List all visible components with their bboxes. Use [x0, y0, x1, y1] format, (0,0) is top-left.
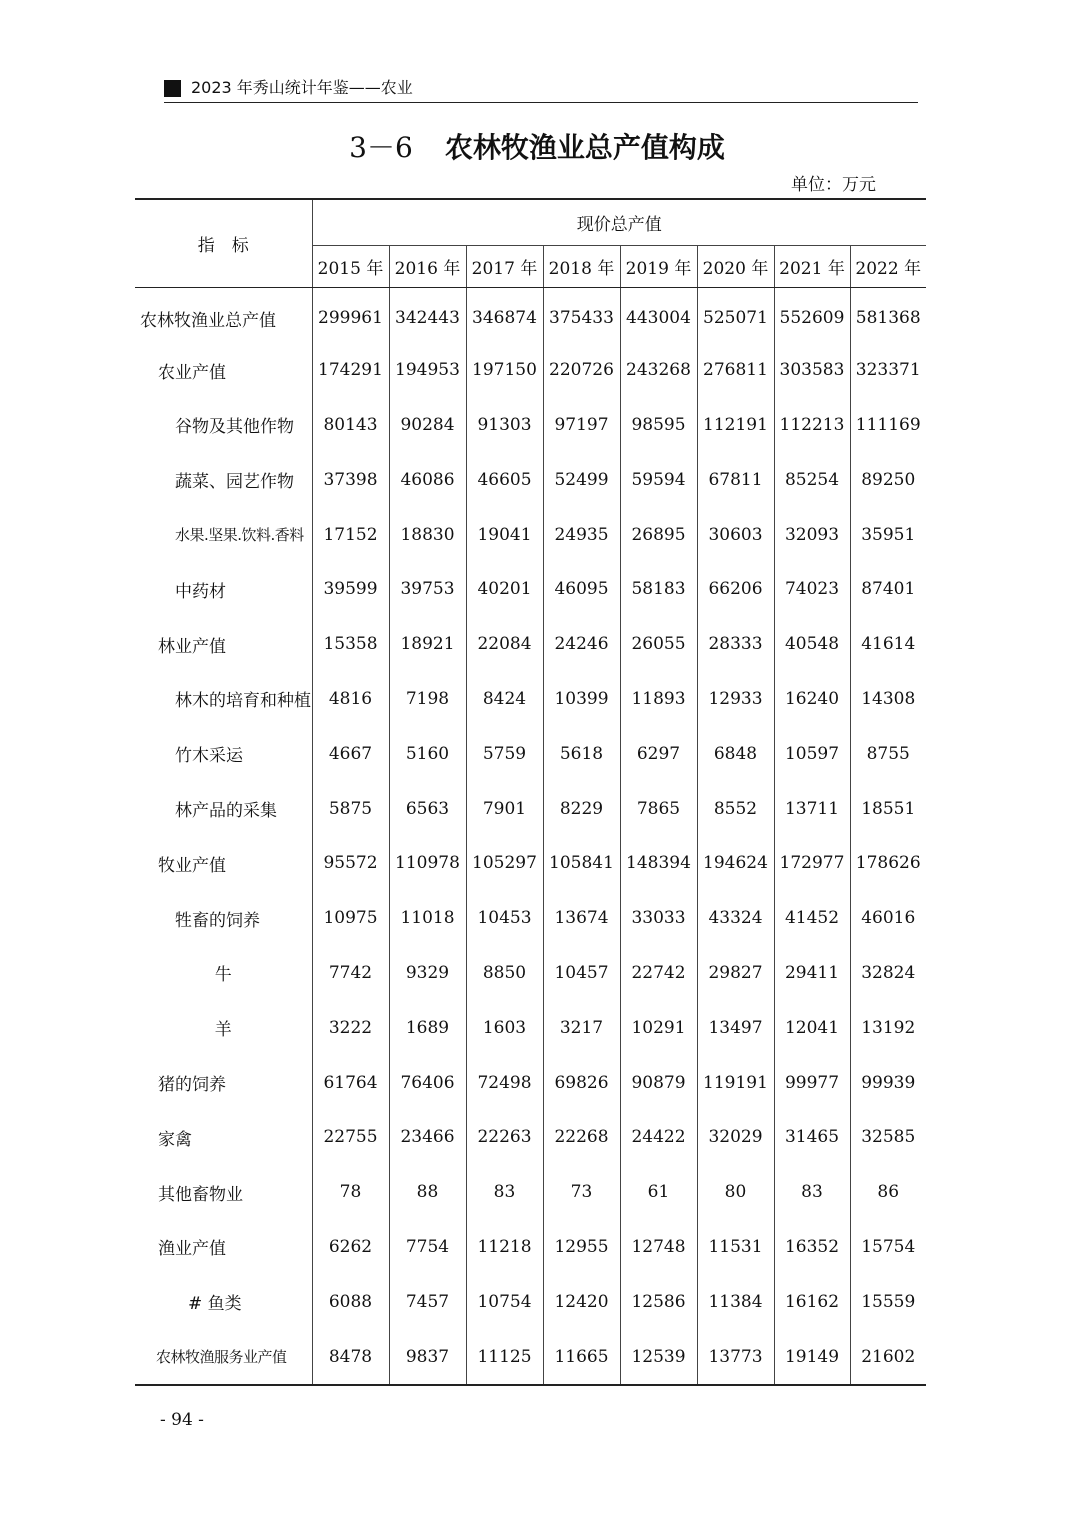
value-cell: 66206 [697, 562, 774, 617]
value-cell: 24935 [543, 507, 620, 562]
value-cell: 72498 [466, 1055, 543, 1110]
row-label: 林木的培育和种植 [175, 691, 311, 712]
row-label: 谷物及其他作物 [175, 417, 294, 438]
value-cell: 58183 [620, 562, 697, 617]
value-cell: 105297 [466, 836, 543, 891]
value-cell: 83 [466, 1165, 543, 1220]
year-header: 2016 年 [389, 246, 466, 288]
value-cell: 174291 [312, 343, 389, 398]
value-cell: 80143 [312, 398, 389, 453]
table-row [135, 946, 926, 1001]
value-cell: 87401 [850, 562, 926, 617]
value-cell: 4667 [312, 726, 389, 781]
value-cell: 12539 [620, 1329, 697, 1385]
value-cell: 148394 [620, 836, 697, 891]
value-cell: 11384 [697, 1274, 774, 1329]
value-cell: 525071 [697, 288, 774, 343]
value-cell: 22084 [466, 617, 543, 672]
value-cell: 323371 [850, 343, 926, 398]
value-cell: 32093 [774, 507, 850, 562]
table-row [135, 288, 926, 343]
table-row [135, 1274, 926, 1329]
table-row [135, 672, 926, 727]
row-label: 农业产值 [158, 362, 226, 383]
value-cell: 73 [543, 1165, 620, 1220]
row-label: 猪的饲养 [158, 1075, 226, 1096]
value-cell: 22263 [466, 1110, 543, 1165]
value-cell: 10457 [543, 946, 620, 1001]
value-cell: 552609 [774, 288, 850, 343]
value-cell: 23466 [389, 1110, 466, 1165]
year-header: 2018 年 [543, 246, 620, 288]
value-cell: 112191 [697, 398, 774, 453]
table-row [135, 1165, 926, 1220]
value-cell: 32029 [697, 1110, 774, 1165]
value-cell: 31465 [774, 1110, 850, 1165]
table-row [135, 398, 926, 453]
value-cell: 21602 [850, 1329, 926, 1385]
value-cell: 8424 [466, 672, 543, 727]
table-row [135, 452, 926, 507]
value-cell: 88 [389, 1165, 466, 1220]
table-row [135, 726, 926, 781]
value-cell: 16162 [774, 1274, 850, 1329]
value-cell: 85254 [774, 452, 850, 507]
table-row [135, 507, 926, 562]
header-square-icon [164, 80, 181, 97]
value-cell: 46605 [466, 452, 543, 507]
value-cell: 8850 [466, 946, 543, 1001]
value-cell: 22268 [543, 1110, 620, 1165]
value-cell: 32824 [850, 946, 926, 1001]
value-cell: 91303 [466, 398, 543, 453]
value-cell: 1603 [466, 1000, 543, 1055]
value-cell: 346874 [466, 288, 543, 343]
table-row [135, 891, 926, 946]
value-cell: 8755 [850, 726, 926, 781]
value-cell: 78 [312, 1165, 389, 1220]
value-cell: 24422 [620, 1110, 697, 1165]
value-cell: 15358 [312, 617, 389, 672]
value-cell: 581368 [850, 288, 926, 343]
row-label: 牧业产值 [158, 855, 226, 876]
table-row [135, 562, 926, 617]
value-cell: 11893 [620, 672, 697, 727]
year-header: 2015 年 [312, 246, 389, 288]
value-cell: 194624 [697, 836, 774, 891]
value-cell: 32585 [850, 1110, 926, 1165]
value-cell: 22755 [312, 1110, 389, 1165]
indicator-header: 指 标 [135, 199, 312, 288]
value-cell: 178626 [850, 836, 926, 891]
row-label: 家禽 [158, 1129, 192, 1150]
value-cell: 3217 [543, 1000, 620, 1055]
value-cell: 19149 [774, 1329, 850, 1385]
value-cell: 10399 [543, 672, 620, 727]
value-cell: 59594 [620, 452, 697, 507]
value-cell: 26895 [620, 507, 697, 562]
value-cell: 90284 [389, 398, 466, 453]
value-cell: 97197 [543, 398, 620, 453]
value-cell: 9329 [389, 946, 466, 1001]
value-cell: 7198 [389, 672, 466, 727]
table-row [135, 1220, 926, 1275]
value-cell: 61764 [312, 1055, 389, 1110]
value-cell: 342443 [389, 288, 466, 343]
value-cell: 24246 [543, 617, 620, 672]
value-cell: 7901 [466, 781, 543, 836]
value-cell: 80 [697, 1165, 774, 1220]
value-cell: 26055 [620, 617, 697, 672]
value-cell: 119191 [697, 1055, 774, 1110]
table-row [135, 1329, 926, 1385]
value-cell: 18551 [850, 781, 926, 836]
year-header: 2017 年 [466, 246, 543, 288]
row-label: 农林牧渔业总产值 [140, 310, 276, 331]
row-label: 林产品的采集 [175, 801, 277, 822]
value-cell: 29827 [697, 946, 774, 1001]
value-cell: 12420 [543, 1274, 620, 1329]
value-cell: 3222 [312, 1000, 389, 1055]
value-cell: 13192 [850, 1000, 926, 1055]
value-cell: 10453 [466, 891, 543, 946]
value-cell: 39753 [389, 562, 466, 617]
value-cell: 5618 [543, 726, 620, 781]
table-row [135, 836, 926, 891]
value-cell: 172977 [774, 836, 850, 891]
value-cell: 30603 [697, 507, 774, 562]
value-cell: 276811 [697, 343, 774, 398]
value-cell: 299961 [312, 288, 389, 343]
value-cell: 69826 [543, 1055, 620, 1110]
table-row [135, 343, 926, 398]
value-cell: 12041 [774, 1000, 850, 1055]
value-cell: 10597 [774, 726, 850, 781]
value-cell: 8229 [543, 781, 620, 836]
value-cell: 67811 [697, 452, 774, 507]
value-cell: 11665 [543, 1329, 620, 1385]
value-cell: 110978 [389, 836, 466, 891]
value-cell: 17152 [312, 507, 389, 562]
value-cell: 6563 [389, 781, 466, 836]
value-cell: 6088 [312, 1274, 389, 1329]
value-cell: 12955 [543, 1220, 620, 1275]
table-row [135, 1055, 926, 1110]
value-cell: 14308 [850, 672, 926, 727]
value-cell: 99977 [774, 1055, 850, 1110]
value-cell: 29411 [774, 946, 850, 1001]
row-label: 竹木采运 [175, 746, 243, 767]
value-cell: 86 [850, 1165, 926, 1220]
value-cell: 10975 [312, 891, 389, 946]
value-cell: 6848 [697, 726, 774, 781]
row-label: 其他畜物业 [158, 1184, 243, 1205]
value-cell: 33033 [620, 891, 697, 946]
value-cell: 8552 [697, 781, 774, 836]
value-cell: 19041 [466, 507, 543, 562]
value-cell: 375433 [543, 288, 620, 343]
year-header: 2019 年 [620, 246, 697, 288]
value-cell: 16352 [774, 1220, 850, 1275]
row-label: 林业产值 [158, 636, 226, 657]
row-label: 牲畜的饲养 [175, 910, 260, 931]
header-text: 2023 年秀山统计年鉴——农业 [191, 78, 413, 97]
value-cell: 39599 [312, 562, 389, 617]
value-cell: 15754 [850, 1220, 926, 1275]
value-cell: 40201 [466, 562, 543, 617]
value-cell: 13711 [774, 781, 850, 836]
value-cell: 105841 [543, 836, 620, 891]
value-cell: 28333 [697, 617, 774, 672]
value-cell: 15559 [850, 1274, 926, 1329]
value-cell: 35951 [850, 507, 926, 562]
value-cell: 13674 [543, 891, 620, 946]
value-cell: 6262 [312, 1220, 389, 1275]
value-cell: 12586 [620, 1274, 697, 1329]
row-label: 羊 [214, 1020, 232, 1041]
value-cell: 11018 [389, 891, 466, 946]
value-cell: 16240 [774, 672, 850, 727]
row-label: 中药材 [175, 581, 226, 602]
value-cell: 22742 [620, 946, 697, 1001]
value-cell: 61 [620, 1165, 697, 1220]
row-label: 蔬菜、园艺作物 [175, 472, 294, 493]
value-cell: 98595 [620, 398, 697, 453]
value-cell: 9837 [389, 1329, 466, 1385]
value-cell: 10754 [466, 1274, 543, 1329]
value-cell: 76406 [389, 1055, 466, 1110]
value-cell: 1689 [389, 1000, 466, 1055]
value-cell: 194953 [389, 343, 466, 398]
value-cell: 5160 [389, 726, 466, 781]
value-cell: 13773 [697, 1329, 774, 1385]
value-cell: 7754 [389, 1220, 466, 1275]
value-cell: 46095 [543, 562, 620, 617]
value-cell: 13497 [697, 1000, 774, 1055]
value-cell: 18830 [389, 507, 466, 562]
statistics-table [135, 198, 926, 1386]
value-cell: 4816 [312, 672, 389, 727]
value-cell: 12748 [620, 1220, 697, 1275]
table-title [0, 128, 1074, 168]
value-cell: 41614 [850, 617, 926, 672]
value-cell: 11531 [697, 1220, 774, 1275]
value-cell: 10291 [620, 1000, 697, 1055]
row-label: # 鱼类 [188, 1294, 242, 1315]
value-cell: 52499 [543, 452, 620, 507]
value-cell: 220726 [543, 343, 620, 398]
year-header: 2022 年 [850, 246, 926, 288]
value-cell: 12933 [697, 672, 774, 727]
value-cell: 197150 [466, 343, 543, 398]
table-name: 农林牧渔业总产值构成 [444, 131, 725, 164]
value-cell: 18921 [389, 617, 466, 672]
value-cell: 99939 [850, 1055, 926, 1110]
value-cell: 95572 [312, 836, 389, 891]
value-cell: 5875 [312, 781, 389, 836]
value-cell: 7742 [312, 946, 389, 1001]
value-cell: 40548 [774, 617, 850, 672]
table-row [135, 617, 926, 672]
value-cell: 83 [774, 1165, 850, 1220]
value-cell: 443004 [620, 288, 697, 343]
group-header: 现价总产值 [312, 199, 926, 246]
value-cell: 11218 [466, 1220, 543, 1275]
value-cell: 46016 [850, 891, 926, 946]
running-header [164, 78, 918, 103]
value-cell: 89250 [850, 452, 926, 507]
table-number: 3－6 [349, 131, 413, 164]
value-cell: 7457 [389, 1274, 466, 1329]
unit-label: 单位：万元 [791, 175, 876, 195]
row-label: 渔业产值 [158, 1239, 226, 1260]
value-cell: 111169 [850, 398, 926, 453]
value-cell: 37398 [312, 452, 389, 507]
value-cell: 303583 [774, 343, 850, 398]
row-label: 农林牧渔服务业产值 [135, 1329, 312, 1385]
table-row [135, 1110, 926, 1165]
row-label: 水果.坚果.饮料.香料 [175, 526, 304, 545]
value-cell: 11125 [466, 1329, 543, 1385]
value-cell: 90879 [620, 1055, 697, 1110]
row-label: 牛 [214, 965, 232, 986]
year-header: 2021 年 [774, 246, 850, 288]
value-cell: 7865 [620, 781, 697, 836]
value-cell: 8478 [312, 1329, 389, 1385]
table-row [135, 781, 926, 836]
value-cell: 6297 [620, 726, 697, 781]
value-cell: 74023 [774, 562, 850, 617]
year-header: 2020 年 [697, 246, 774, 288]
value-cell: 43324 [697, 891, 774, 946]
value-cell: 112213 [774, 398, 850, 453]
value-cell: 243268 [620, 343, 697, 398]
value-cell: 5759 [466, 726, 543, 781]
page-number: - 94 - [160, 1410, 204, 1430]
value-cell: 41452 [774, 891, 850, 946]
value-cell: 46086 [389, 452, 466, 507]
table-row [135, 1000, 926, 1055]
